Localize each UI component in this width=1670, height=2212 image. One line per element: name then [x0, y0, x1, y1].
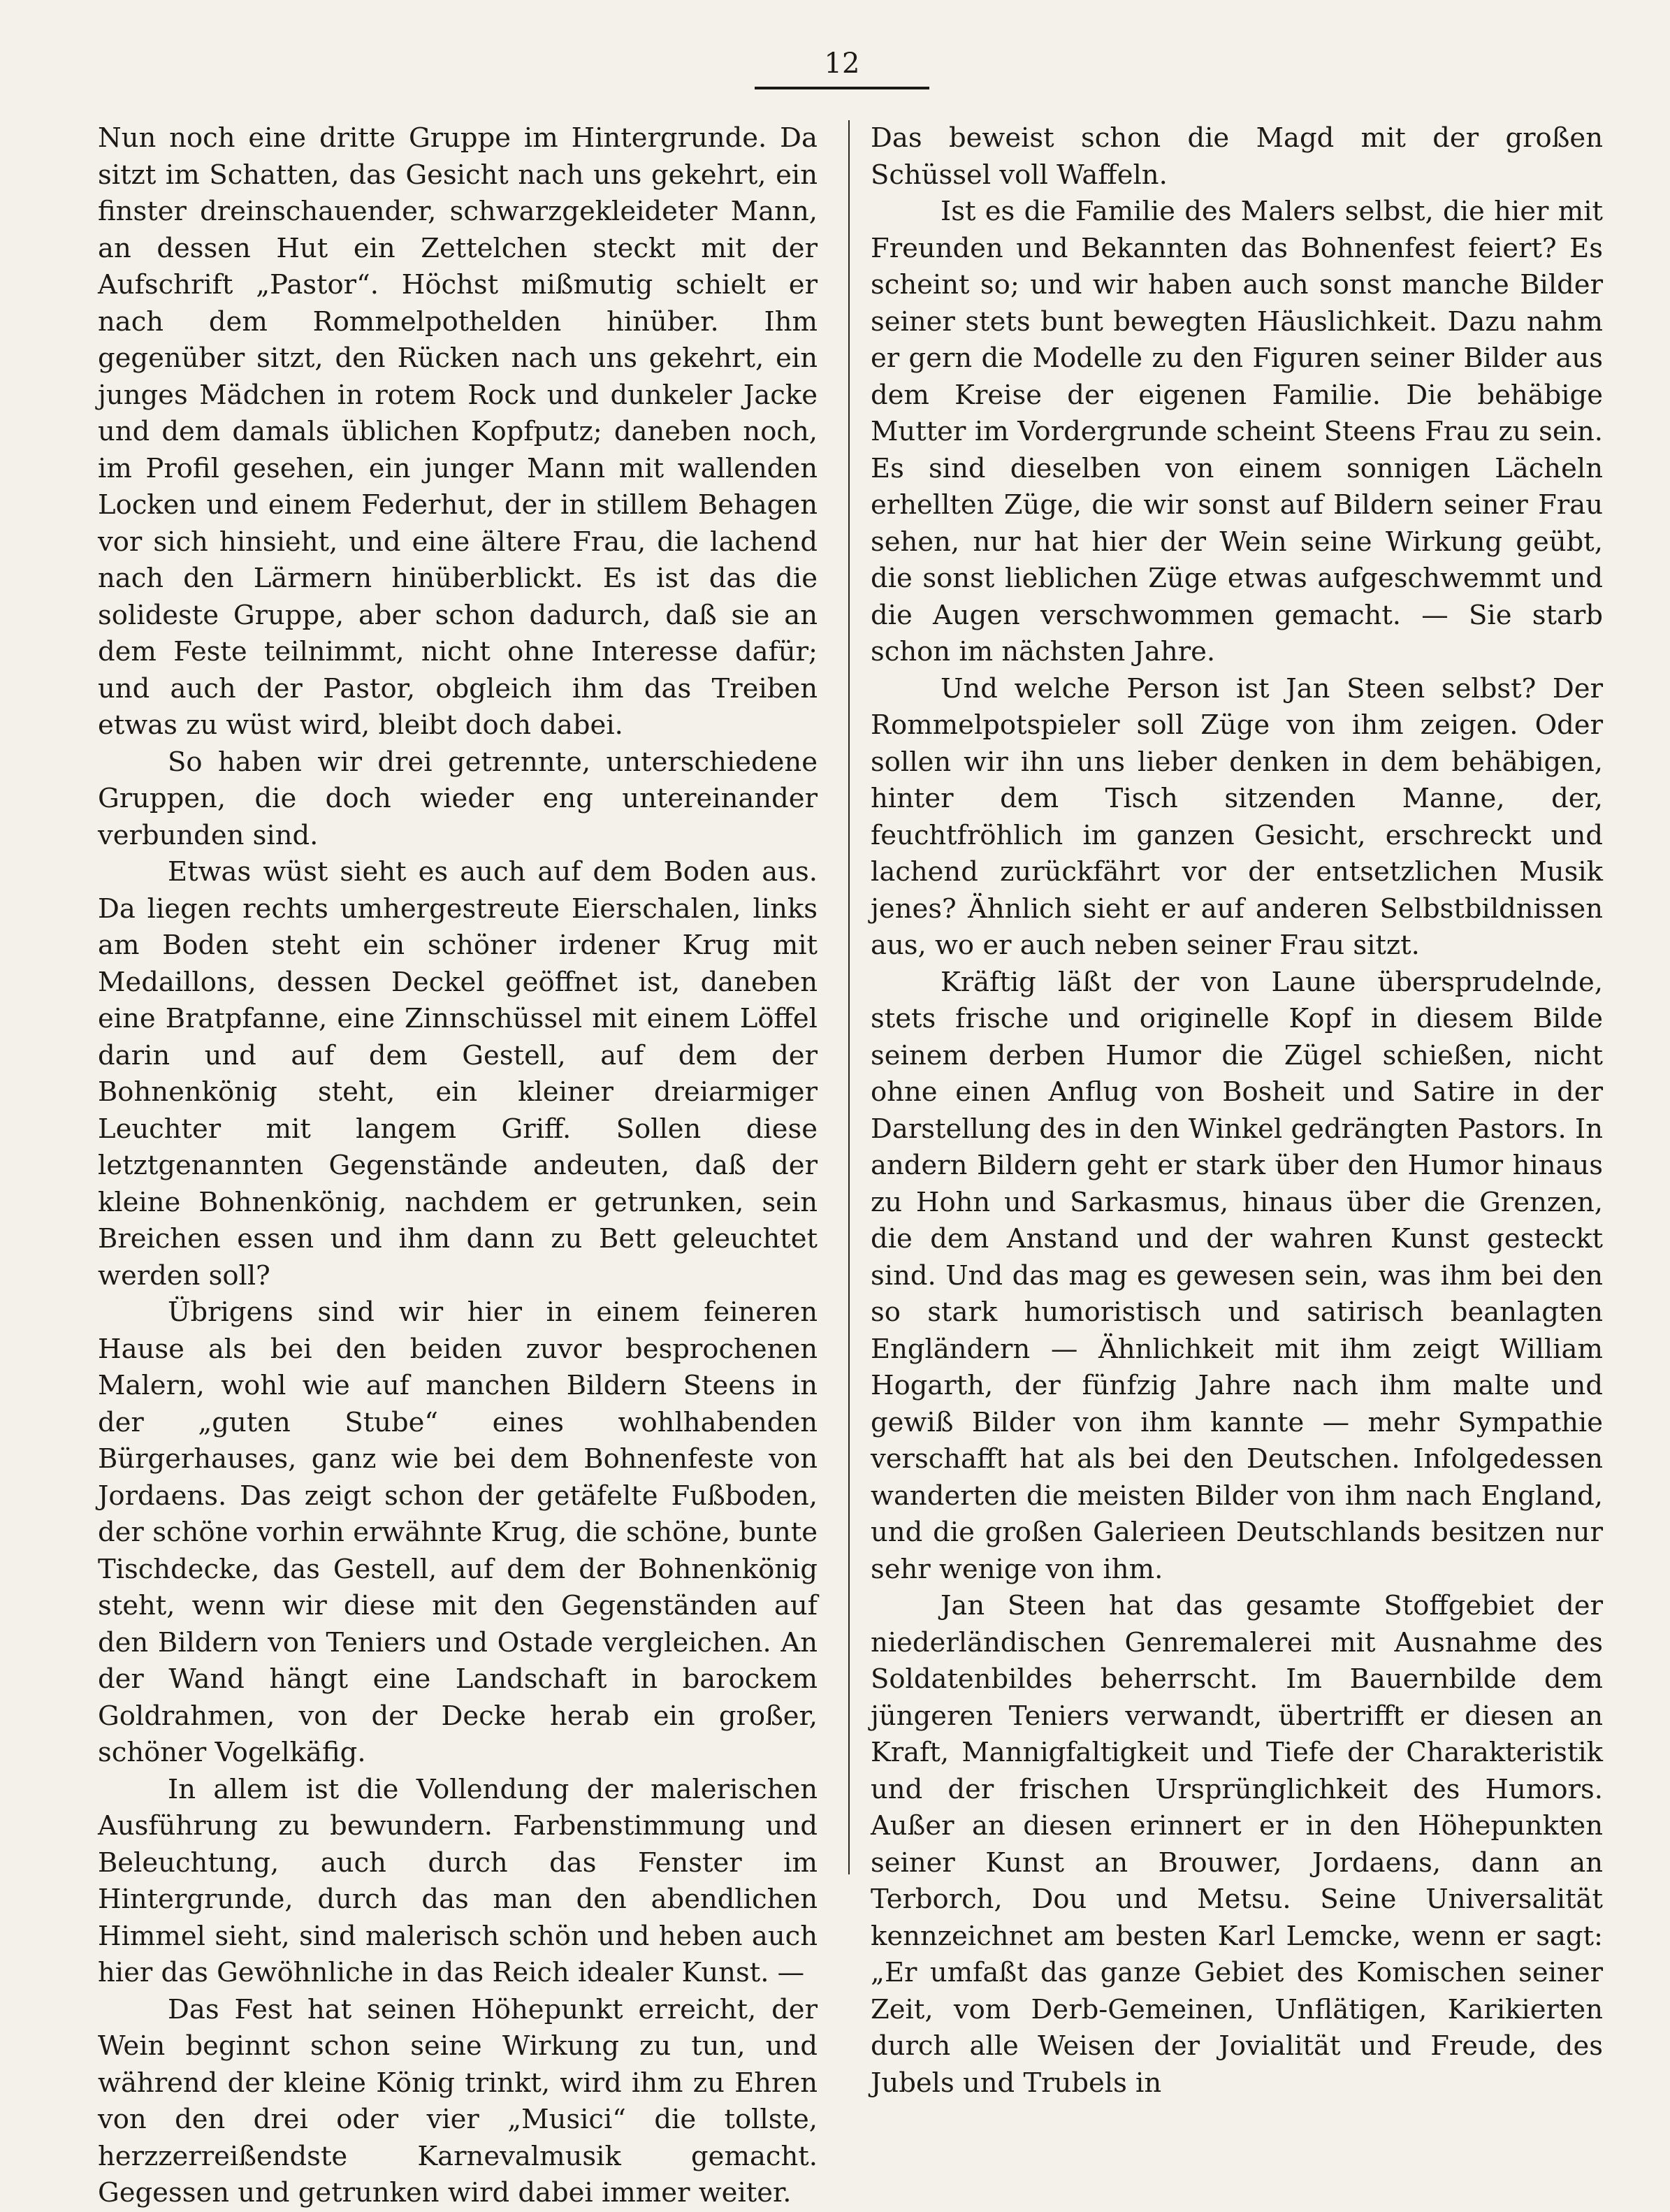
paragraph: Etwas wüst sieht es auch auf dem Boden aus. Da liegen rechts umhergestreute Eierschalen, links am Boden steht ein schöner irdener Krug mit Medaillons, dessen Deckel geöffnet ist, daneben eine Bratpfanne, eine Zinnschüssel mit einem Löffel darin und auf dem Gestell, auf dem der Bohnenkönig steht, ein kleiner dreiarmiger Leuchter mit langem Griff. Sollen diese letztgenannten Gegenstände andeuten, daß der kleine Bohnenkönig, nachdem er getrunken, sein Breichen essen und ihm dann zu Bett geleuchtet werden soll? — [98, 856, 818, 1292]
paragraph: So haben wir drei getrennte, unterschiedene Gruppen, die doch wieder eng untereinander verbunden sind. — [98, 746, 818, 851]
paragraph: Und welche Person ist Jan Steen selbst? Der Rommelpotspieler soll Züge von ihm zeigen. Oder sollen wir ihn uns lieber denken in dem behäbigen, hinter dem Tisch sitzenden Manne, der, feuchtfröhlich im ganzen Gesicht, erschreckt und lachend zurückfährt vor der entsetzlichen Musik jenes? Ähnlich sieht er auf anderen Selbstbildnissen aus, wo er auch neben seiner Frau sitzt. — [871, 672, 1603, 961]
right-column — [871, 120, 1603, 2099]
paragraph: Kräftig läßt der von Laune übersprudelnde, stets frische und originelle Kopf in diesem Bilde seinem derben Humor die Zügel schießen, nicht ohne einen Anflug von Bosheit und Satire in der Darstellung des in den Winkel gedrängten Pastors. In andern Bildern geht er stark über den Humor hinaus zu Hohn und Sarkasmus, hinaus über die Grenzen, die dem Anstand und der wahren Kunst gesteckt sind. Und das mag es gewesen sein, was ihm bei den so stark humoristisch und satirisch beanlagten Engländern — Ähnlichkeit mit ihm zeigt William Hogarth, der fünfzig Jahre nach ihm malte und gewiß Bilder von ihm kannte — mehr Sympathie verschafft hat als bei den Deutschen. Infolgedessen wanderten die meisten Bilder von ihm nach England, und die großen Galerieen Deutschlands besitzen nur sehr wenige von ihm. — [871, 966, 1603, 1585]
paragraph: Nun noch eine dritte Gruppe im Hintergrunde. Da sitzt im Schatten, das Gesicht nach uns gekehrt, ein finster dreinschauender, schwarzgekleideter Mann, an dessen Hut ein Zettelchen steckt mit der Aufschrift „Pastor“. Höchst mißmutig schielt er nach dem Rommelpothelden hinüber. Ihm gegenüber sitzt, den Rücken nach uns gekehrt, ein junges Mädchen in rotem Rock und dunkeler Jacke und dem damals üblichen Kopfputz; daneben noch, im Profil gesehen, ein junger Mann mit wallenden Locken und einem Federhut, der in stillem Behagen vor sich hinsieht, und eine ältere Frau, die lachend nach den Lärmern hinüberblickt. Es ist das die solideste Gruppe, aber schon dadurch, daß sie an dem Feste teilnimmt, nicht ohne Interesse dafür; und auch der Pastor, obgleich ihm das Treiben etwas zu wüst wird, bleibt doch dabei. — [98, 122, 818, 741]
paragraph: Ist es die Familie des Malers selbst, die hier mit Freunden und Bekannten das Bohnenfest feiert? Es scheint so; und wir haben auch sonst manche Bilder seiner stets bunt bewegten Häuslichkeit. Dazu nahm er gern die Modelle zu den Figuren seiner Bilder aus dem Kreise der eigenen Familie. Die behäbige Mutter im Vordergrunde scheint Steens Frau zu sein. Es sind dieselben von einem sonnigen Lächeln erhellten Züge, die wir sonst auf Bildern seiner Frau sehen, nur hat hier der Wein seine Wirkung geübt, die sonst lieblichen Züge etwas aufgeschwemmt und die Augen verschwommen gemacht. — Sie starb schon im nächsten Jahre. — [871, 196, 1603, 667]
paragraph: Das Fest hat seinen Höhepunkt erreicht, der Wein beginnt schon seine Wirkung zu tun, und während der kleine König trinkt, wird ihm zu Ehren von den drei oder vier „Musici“ die tollste, herzzerreißendste Karnevalmusik gemacht. Gegessen und getrunken wird dabei immer weiter. — [98, 1993, 818, 2209]
left-column — [98, 120, 818, 2209]
paragraph: Übrigens sind wir hier in einem feineren Hause als bei den beiden zuvor besprochenen Malern, wohl wie auf manchen Bildern Steens in der „guten Stube“ eines wohlhabenden Bürgerhauses, ganz wie bei dem Bohnenfeste von Jordaens. Das zeigt schon der getäfelte Fußboden, der schöne vorhin erwähnte Krug, die schöne, bunte Tischdecke, das Gestell, auf dem der Bohnenkönig steht, wenn wir diese mit den Gegenständen auf den Bildern von Teniers und Ostade vergleichen. An der Wand hängt eine Landschaft in barockem Goldrahmen, von der Decke herab ein großer, schöner Vogelkäfig. — [98, 1296, 818, 1768]
paragraph: Das beweist schon die Magd mit der großen Schüssel voll Waffeln. — [871, 122, 1603, 191]
paragraph: In allem ist die Vollendung der malerischen Ausführung zu bewundern. Farbenstimmung und Beleuchtung, auch durch das Fenster im Hintergrunde, durch das man den abendlichen Himmel sieht, sind malerisch schön und heben auch hier das Gewöhnliche in das Reich idealer Kunst. — — [98, 1773, 818, 1988]
column-divider — [848, 120, 850, 1874]
page-number: 12 — [824, 48, 860, 80]
paragraph: Jan Steen hat das gesamte Stoffgebiet der niederländischen Genremalerei mit Ausnahme des Soldatenbildes beherrscht. Im Bauernbilde dem jüngeren Teniers verwandt, übertrifft er diesen an Kraft, Mannigfaltigkeit und Tiefe der Charakteristik und der frischen Ursprünglichkeit des Humors. Außer an diesen erinnert er in den Höhepunkten seiner Kunst an Brouwer, Jordaens, dann an Terborch, Dou und Metsu. Seine Universalität kennzeichnet am besten Karl Lemcke, wenn er sagt: „Er umfaßt das ganze Gebiet des Komischen seiner Zeit, vom Derb-Gemeinen, Unflätigen, Karikierten durch alle Weisen der Jovialität und Freude, des Jubels und Trubels in — [871, 1590, 1603, 2099]
header-rule — [755, 87, 929, 89]
page-header — [755, 42, 929, 91]
